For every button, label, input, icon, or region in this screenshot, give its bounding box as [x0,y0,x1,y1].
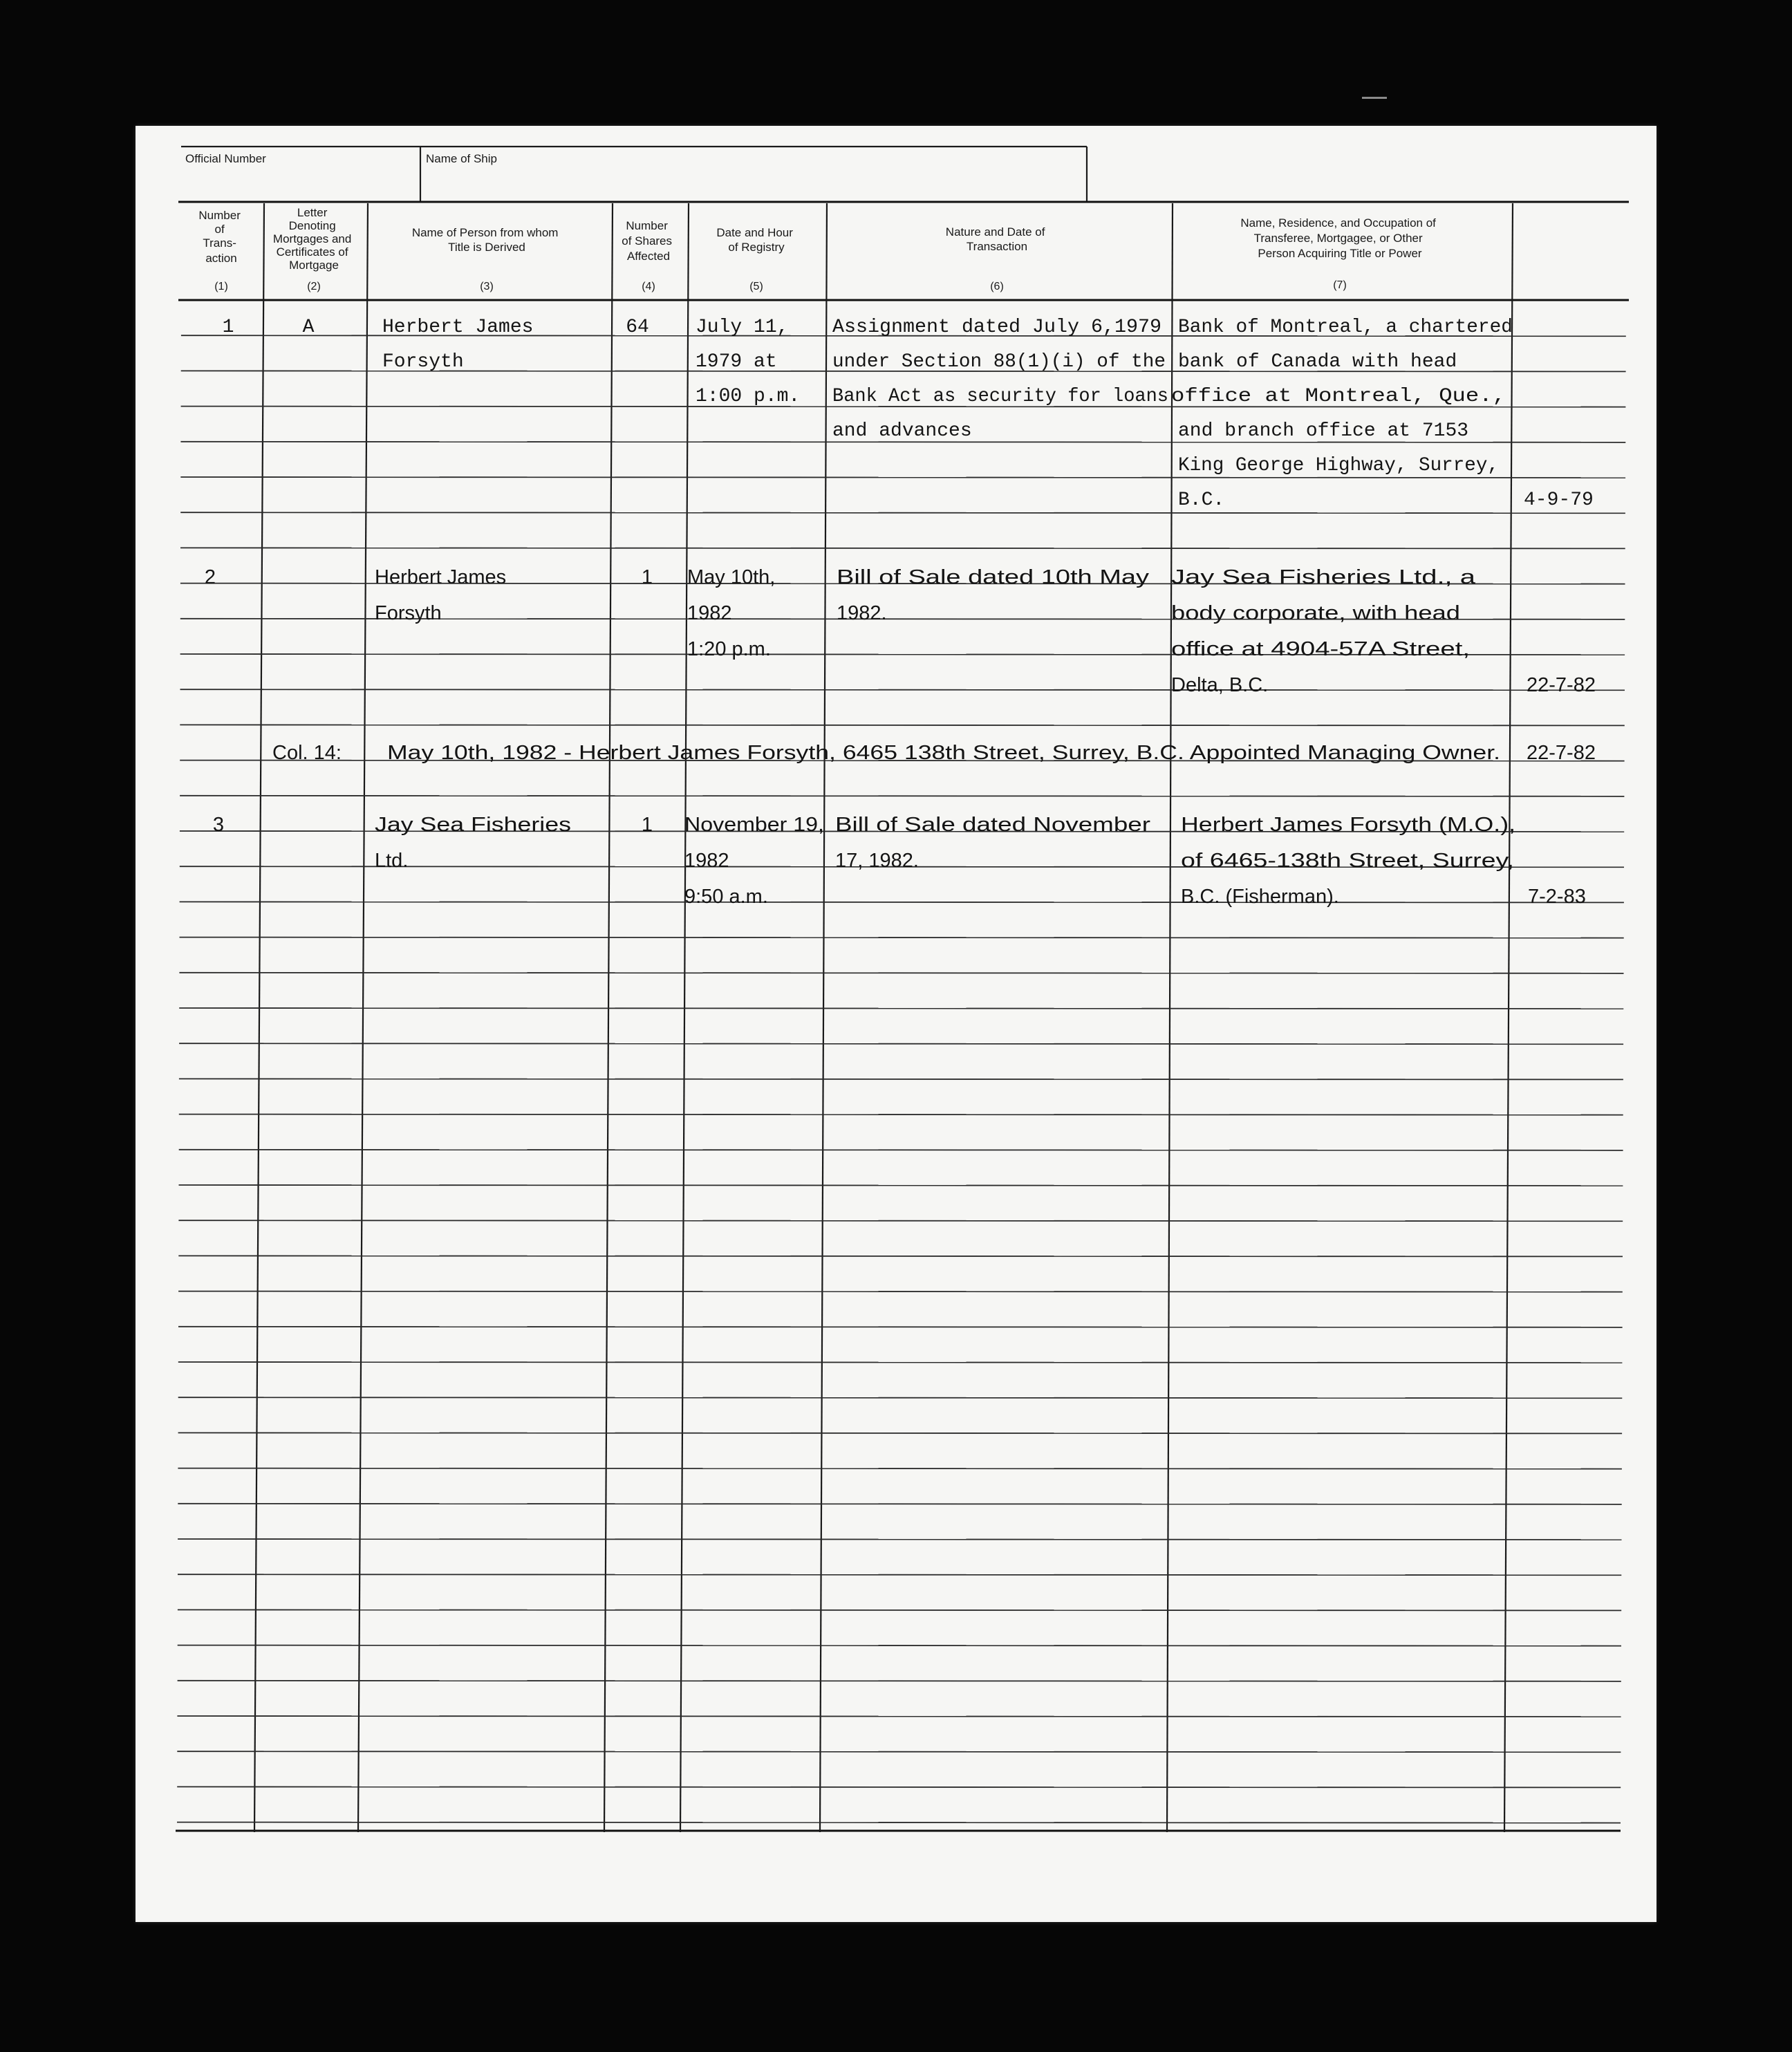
entry-1-nature-line-1: Assignment dated July 6,1979 [832,317,1161,338]
entry-1-to-line-3: office at Montreal, Que., [1171,386,1506,407]
entry-3-from-line-2: Ltd. [375,850,409,872]
entry-1-endorsed-date: 4-9-79 [1524,489,1594,511]
entry-1-from-line-1: Herbert James [382,317,534,338]
ruled-line [178,1362,1623,1363]
column-header-1: Number of Trans- action [198,209,241,265]
entry-2-date-line-2: 1982 [687,602,732,624]
ruled-line [178,1468,1622,1469]
column-header-7: Name, Residence, and Occupation of Transferee, Mortgagee, or Other Person Acquiring Title or Power [1240,216,1436,260]
entry-1-to-line-2: bank of Canada with head [1178,351,1457,373]
ruled-line [177,1822,1621,1823]
ruled-line [179,1008,1623,1009]
entry-1-nature-line-4: and advances [832,420,972,442]
divider-2 [358,203,368,1832]
ruled-line [178,1539,1621,1540]
note-endorsed-date: 22-7-82 [1527,742,1596,764]
entry-2-nature-line-2: 1982. [837,602,887,624]
entry-2-to-line-4: Delta, B.C. [1171,674,1269,696]
divider-1 [254,203,264,1832]
ruled-line [178,1220,1623,1221]
entry-1-nature-line-3: Bank Act as security for loans [832,386,1168,407]
entry-1-shares: 64 [626,317,649,338]
divider-5 [820,203,827,1832]
column-number-6: (6) [990,281,1004,292]
note-column-label: Col. 14: [272,742,342,764]
entry-2-date-line-3: 1:20 p.m. [687,638,771,660]
ruled-line [177,1751,1621,1752]
column-header-2: Letter Denoting Mortgages and Certificates of Mortgage [272,206,352,272]
table-frame [176,202,1629,1831]
entry-1-to-line-1: Bank of Montreal, a chartered [1178,317,1513,338]
entry-1-date-line-3: 1:00 p.m. [696,386,801,407]
ruled-line [178,1574,1621,1575]
divider-7 [1504,203,1513,1832]
column-number-3: (3) [480,281,494,292]
ship-name-label: Name of Ship [426,152,497,165]
column-header-5: Date and Hour of Registry [716,226,793,254]
ruled-line [178,1291,1623,1292]
entry-2-shares: 1 [641,566,653,588]
entry-3-to-line-2: of 6465-138th Street, Surrey, [1181,850,1514,872]
entry-3-number: 3 [212,814,225,836]
entry-1-to-line-5: King George Highway, Surrey, [1178,455,1499,476]
entry-1-from-line-2: Forsyth [382,351,464,373]
ruled-lines [177,335,1626,1822]
entry-3-from-line-1: Jay Sea Fisheries [375,814,571,836]
column-number-4: (4) [642,281,655,292]
column-number-2: (2) [307,281,321,292]
entry-3-to-line-3: B.C. (Fisherman). [1181,886,1339,908]
entry-3-shares: 1 [641,814,653,836]
entry-2-to-line-1: Jay Sea Fisheries Ltd., a [1171,566,1477,588]
entry-1-nature-line-2: under Section 88(1)(i) of the [832,351,1166,373]
note-text: May 10th, 1982 - Herbert James Forsyth, 6465 138th Street, Surrey, B.C. Appointed Managing Owner. [387,742,1500,764]
entry-1-to-line-4: and branch office at 7153 [1178,420,1469,442]
entry-2-endorsed-date: 22-7-82 [1527,674,1596,696]
entry-3-nature-line-1: Bill of Sale dated November [835,814,1151,836]
entry-3-date-line-2: 1982 [684,850,729,872]
entry-1-date-line-2: 1979 at [696,351,777,373]
ruled-line [179,1043,1623,1044]
column-number-1: (1) [214,281,228,292]
ruled-line [178,1645,1621,1646]
entry-1-to-line-6: B.C. [1178,489,1225,511]
column-header-4: Number of Shares Affected [622,219,673,263]
entry-1-number: 1 [222,317,234,338]
column-dividers [254,203,1513,1832]
column-header-6: Nature and Date of Transaction [945,225,1045,253]
column-number-7: (7) [1333,279,1347,291]
entry-2-from-line-2: Forsyth [375,602,442,624]
entry-3-to-line-1: Herbert James Forsyth (M.O.), [1181,814,1515,836]
entry-1-letter: A [302,317,315,338]
divider-6 [1167,203,1173,1832]
entry-2-to-line-2: body corporate, with head [1171,602,1460,624]
managing-owner-note [272,742,1596,764]
ruled-line [178,1397,1623,1398]
entry-2-number: 2 [204,566,216,588]
divider-4 [680,203,689,1832]
column-header-3: Name of Person from whom Title is Derived [411,226,559,254]
entry-1 [223,317,1594,511]
entry-3-nature-line-2: 17, 1982. [835,850,919,872]
column-number-5: (5) [749,281,763,292]
ruled-line [180,689,1625,690]
entry-2 [205,566,1596,696]
ruled-line [179,1185,1623,1186]
entry-2-from-line-1: Herbert James [375,566,507,588]
entry-2-nature-line-1: Bill of Sale dated 10th May [837,566,1150,588]
official-number-label: Official Number [185,152,266,165]
header-boxes [181,147,1087,202]
ruled-line [180,477,1625,478]
column-headers [198,206,1439,292]
ruled-line [177,1716,1621,1717]
entry-3-date-line-3: 9:50 a.m. [684,886,768,908]
entry-3-endorsed-date: 7-2-83 [1528,886,1586,908]
ruled-line [180,512,1625,513]
entry-3 [213,814,1586,908]
divider-3 [604,203,613,1832]
entry-2-date-line-1: May 10th, [687,566,776,588]
entry-1-date-line-1: July 11, [696,317,789,338]
ruled-line [179,1114,1623,1115]
entry-3-date-line-1: November 19, [684,814,824,836]
entry-2-to-line-3: office at 4904-57A Street, [1171,638,1470,660]
